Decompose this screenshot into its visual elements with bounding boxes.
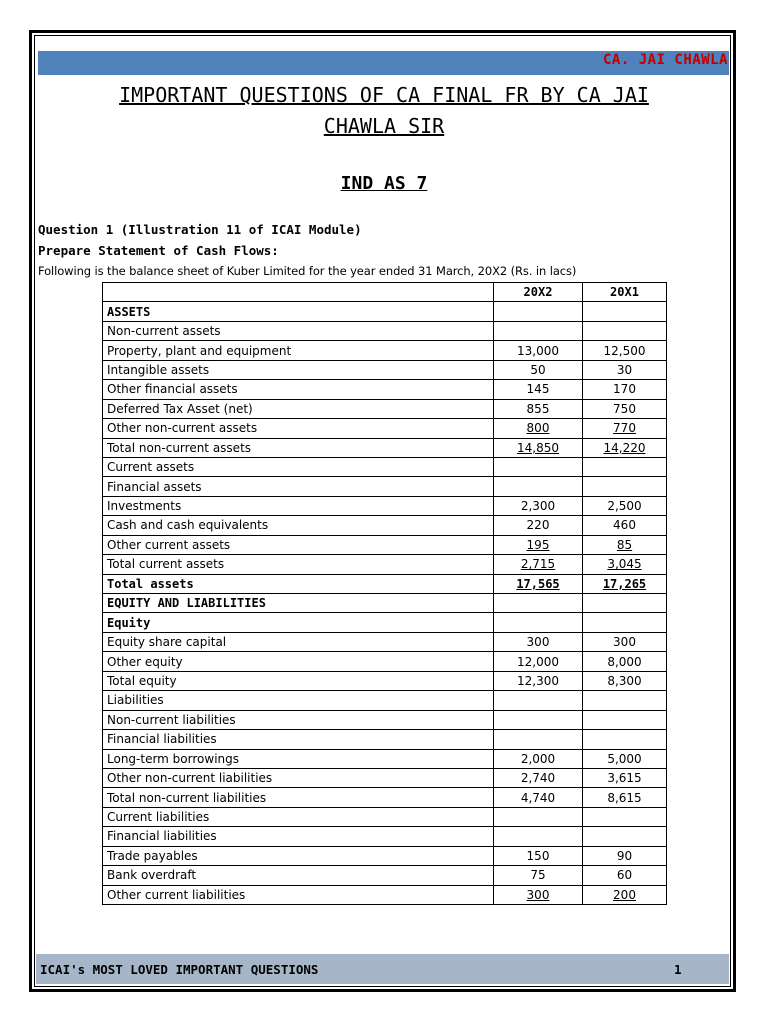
table-row [103,691,667,710]
row-label [103,321,494,340]
row-label [103,457,494,476]
table-row [103,341,667,360]
row-label-text: Total equity [107,673,177,688]
row-value-20x2 [494,652,583,671]
row-value-20x1 [583,302,667,321]
row-label-text: Long-term borrowings [107,751,239,766]
row-label-text: Financial liabilities [107,732,217,747]
table-row [103,827,667,846]
row-value-20x2 [494,438,583,457]
row-value-20x1 [583,885,667,904]
row-value-20x1-text: 770 [613,421,636,436]
row-value-20x1 [583,730,667,749]
row-value-20x1-text: 3,045 [607,557,642,572]
row-value-20x2 [494,594,583,613]
row-value-20x2 [494,419,583,438]
row-value-20x2 [494,360,583,379]
row-label-text: Property, plant and equipment [107,343,292,358]
row-label [103,827,494,846]
row-value-20x2 [494,399,583,418]
table-row [103,438,667,457]
row-value-20x2 [494,321,583,340]
row-label [103,535,494,554]
row-label-text: Current assets [107,460,195,475]
row-label-text: Liabilities [107,693,164,708]
table-row [103,380,667,399]
table-row [103,652,667,671]
table-header-row [103,283,667,302]
row-value-20x2 [494,632,583,651]
row-value-20x2 [494,885,583,904]
row-label-text: Financial liabilities [107,829,217,844]
row-label [103,516,494,535]
table-row [103,302,667,321]
title-line-2: CHAWLA SIR [323,114,445,138]
row-label [103,768,494,787]
row-value-20x1 [583,457,667,476]
row-value-20x2-text: 220 [526,518,550,533]
row-label-text: Total current assets [107,557,225,572]
row-value-20x2 [494,613,583,632]
row-value-20x2-text: 300 [526,887,550,902]
row-value-20x2-text: 4,740 [520,790,556,805]
row-value-20x2-text: 2,000 [520,751,556,766]
header-cell-20x2: 20X2 [494,283,583,302]
table-row [103,788,667,807]
row-value-20x1-text: 750 [613,401,636,416]
row-value-20x2 [494,866,583,885]
subject-heading: IND AS 7 [340,173,428,194]
table-row [103,594,667,613]
balance-sheet-body [103,283,667,905]
row-label-text: Financial assets [107,479,202,494]
row-value-20x1-text: 12,500 [603,343,646,358]
footer-text: ICAI's MOST LOVED IMPORTANT QUESTIONS [40,962,319,977]
table-row [103,321,667,340]
row-label [103,730,494,749]
row-label [103,399,494,418]
question-description: Following is the balance sheet of Kuber Limited for the year ended 31 March, 20X2 (Rs. in lacs) [38,264,577,278]
row-label-text: ASSETS [107,304,151,319]
row-value-20x2-text: 2,715 [520,557,556,572]
row-value-20x1-text: 8,300 [607,673,642,688]
row-value-20x2-text: 300 [526,635,550,650]
row-label [103,691,494,710]
row-value-20x1 [583,574,667,593]
row-label-text: Equity [107,615,151,630]
row-value-20x1 [583,516,667,535]
row-value-20x2 [494,477,583,496]
row-value-20x2 [494,807,583,826]
header-cell-20x1: 20X1 [583,283,667,302]
row-label-text: Other current liabilities [107,887,246,902]
row-value-20x1-text: 5,000 [607,751,642,766]
row-label-text: Total assets [107,576,194,591]
row-value-20x1-text: 2,500 [607,499,642,514]
row-label [103,788,494,807]
row-label [103,594,494,613]
row-value-20x1 [583,807,667,826]
page-number: 1 [674,962,682,977]
row-value-20x1 [583,866,667,885]
row-value-20x1 [583,788,667,807]
row-value-20x2 [494,827,583,846]
table-row [103,632,667,651]
row-value-20x1-text: 460 [613,518,636,533]
row-label [103,710,494,729]
row-value-20x1 [583,632,667,651]
row-value-20x2 [494,788,583,807]
row-value-20x2 [494,691,583,710]
row-value-20x2 [494,496,583,515]
row-label [103,496,494,515]
row-label [103,302,494,321]
row-value-20x1 [583,710,667,729]
row-label [103,360,494,379]
row-label-text: Other equity [107,654,183,669]
row-value-20x1 [583,535,667,554]
row-value-20x1 [583,360,667,379]
row-value-20x1-text: 300 [613,635,636,650]
row-label [103,807,494,826]
row-label-text: Other non-current liabilities [107,771,273,786]
row-value-20x1 [583,613,667,632]
table-row [103,749,667,768]
question-instruction: Prepare Statement of Cash Flows: [38,243,279,258]
row-value-20x2 [494,380,583,399]
row-value-20x1 [583,399,667,418]
row-value-20x1 [583,380,667,399]
row-label [103,885,494,904]
table-row [103,885,667,904]
row-value-20x2 [494,535,583,554]
row-label [103,438,494,457]
row-label-text: Other current assets [107,537,231,552]
row-label-text: Other non-current assets [107,421,258,436]
table-row [103,419,667,438]
table-row [103,360,667,379]
row-value-20x2 [494,516,583,535]
row-label [103,555,494,574]
row-value-20x2-text: 195 [526,537,550,552]
title-line-1: IMPORTANT QUESTIONS OF CA FINAL FR BY CA JAI [119,83,649,107]
row-value-20x2 [494,302,583,321]
row-value-20x2 [494,457,583,476]
row-value-20x1 [583,555,667,574]
row-value-20x2-text: 12,300 [517,673,559,688]
header-author: CA. JAI CHAWLA [602,52,728,68]
row-label-text: Total non-current assets [107,440,252,455]
row-value-20x1 [583,652,667,671]
header-cell-label [103,283,494,302]
row-value-20x2-text: 145 [526,382,550,397]
row-label-text: Non-current liabilities [107,712,236,727]
row-label-text: EQUITY AND LIABILITIES [107,596,266,611]
table-row [103,846,667,865]
row-value-20x1 [583,846,667,865]
row-value-20x2 [494,768,583,787]
row-label-text: Investments [107,499,182,514]
row-value-20x2 [494,710,583,729]
row-value-20x2 [494,749,583,768]
row-label-text: Bank overdraft [107,868,197,883]
row-value-20x1-text: 170 [613,382,636,397]
row-value-20x2-text: 14,850 [517,440,559,455]
table-row [103,574,667,593]
document-title [40,80,728,142]
row-value-20x1-text: 30 [616,362,633,377]
row-label [103,866,494,885]
row-label-text: Non-current assets [107,324,221,339]
row-value-20x1 [583,438,667,457]
row-label [103,846,494,865]
row-label-text: Trade payables [107,848,198,863]
table-row [103,866,667,885]
table-row [103,477,667,496]
table-row [103,807,667,826]
row-value-20x2-text: 150 [526,848,550,863]
row-label [103,574,494,593]
row-value-20x1-text: 90 [616,848,633,863]
row-label [103,341,494,360]
row-value-20x1-text: 8,000 [607,654,642,669]
row-value-20x1-text: 3,615 [607,771,642,786]
table-row [103,768,667,787]
row-value-20x2-text: 13,000 [517,343,559,358]
row-value-20x2-text: 12,000 [517,654,559,669]
row-label-text: Deferred Tax Asset (net) [107,401,253,416]
row-value-20x2-text: 2,300 [520,499,556,514]
table-row [103,710,667,729]
row-value-20x1-text: 14,220 [603,440,646,455]
row-value-20x1 [583,749,667,768]
row-label-text: Intangible assets [107,362,210,377]
table-row [103,516,667,535]
row-value-20x1 [583,477,667,496]
row-label [103,671,494,690]
table-row [103,613,667,632]
row-value-20x2-text: 50 [530,362,546,377]
row-label [103,652,494,671]
row-value-20x2-text: 800 [526,421,550,436]
row-value-20x1-text: 8,615 [607,790,642,805]
question-title: Question 1 (Illustration 11 of ICAI Module) [38,222,362,237]
row-label-text: Cash and cash equivalents [107,518,269,533]
row-value-20x2-text: 855 [526,401,550,416]
row-label [103,419,494,438]
row-value-20x2-text: 17,565 [516,576,560,591]
table-row [103,671,667,690]
row-label [103,613,494,632]
row-label [103,749,494,768]
row-value-20x1 [583,419,667,438]
row-value-20x2 [494,555,583,574]
row-value-20x2 [494,730,583,749]
row-label [103,632,494,651]
row-value-20x1 [583,827,667,846]
row-value-20x2 [494,846,583,865]
row-value-20x1-text: 85 [616,537,633,552]
table-row [103,730,667,749]
row-value-20x1-text: 17,265 [602,576,647,591]
row-value-20x1 [583,496,667,515]
row-value-20x2 [494,574,583,593]
table-row [103,535,667,554]
row-label-text: Current liabilities [107,810,210,825]
table-row [103,555,667,574]
table-row [103,496,667,515]
row-label-text: Other financial assets [107,382,238,397]
table-row [103,399,667,418]
balance-sheet-table [102,282,667,905]
row-value-20x1 [583,321,667,340]
row-value-20x2 [494,341,583,360]
row-value-20x2 [494,671,583,690]
row-label-text: Equity share capital [107,635,227,650]
row-label [103,380,494,399]
table-row [103,457,667,476]
row-value-20x1 [583,691,667,710]
row-value-20x1 [583,671,667,690]
row-value-20x2-text: 2,740 [520,771,556,786]
row-value-20x1-text: 60 [616,868,633,883]
row-value-20x1-text: 200 [613,887,636,902]
row-label [103,477,494,496]
row-label-text: Total non-current liabilities [107,790,267,805]
row-value-20x1 [583,594,667,613]
row-value-20x2-text: 75 [530,868,546,883]
row-value-20x1 [583,341,667,360]
row-value-20x1 [583,768,667,787]
